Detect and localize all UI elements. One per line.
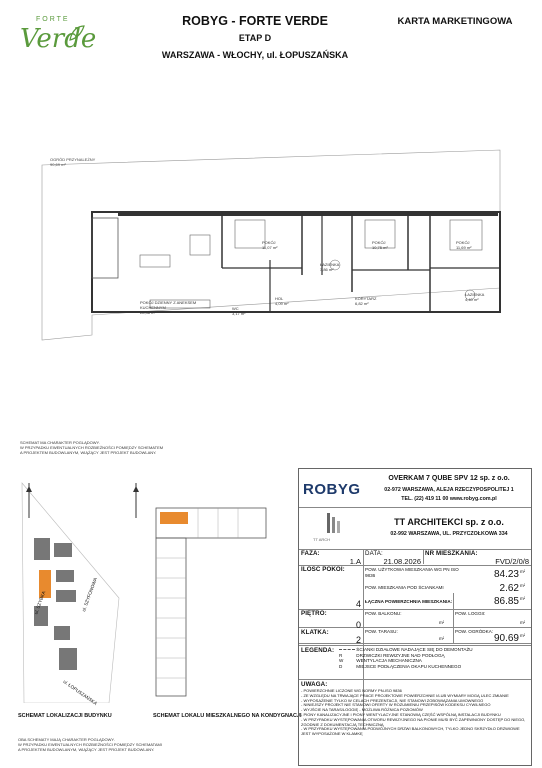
tt-arch-logo-icon bbox=[319, 511, 345, 537]
ogrod-unit: m² bbox=[520, 633, 526, 638]
room-label-hall: HOL 4,09 m² bbox=[275, 296, 289, 306]
card-label: KARTA MARKETINGOWA bbox=[397, 16, 513, 27]
legend-item: D MIEJSCE PODŁĄCZENIA OKAPU KUCHENNEGO bbox=[339, 663, 462, 669]
tt-arch-logo-text: TT ARCH bbox=[313, 537, 331, 542]
legend-item: ŚCIANKI DZIAŁOWE NADAJĄCE SIĘ DO DEMONTAŻU bbox=[339, 647, 529, 653]
balkon-unit: m² bbox=[439, 620, 445, 625]
laczna-unit: m² bbox=[520, 596, 526, 601]
floor-key-map bbox=[128, 478, 288, 703]
street-label-3: ul. ŁOPUSZAŃSKA bbox=[62, 678, 99, 707]
pokoi-label: ILOŚĆ POKOI: bbox=[301, 566, 345, 573]
skosy-value: 2.62 bbox=[499, 583, 519, 594]
ogrod-label: POW. OGRÓDKA: bbox=[455, 629, 494, 634]
room-label-bedroom2: POKÓJ 10,75 m² bbox=[372, 240, 388, 250]
caption-floor: SCHEMAT LOKALU MIESZKALNEGO NA KONDYGNACJI bbox=[153, 713, 302, 719]
floor-plan bbox=[0, 140, 542, 365]
info-panel bbox=[298, 468, 532, 766]
logo-top-text: FORTE bbox=[36, 16, 70, 23]
caption-location: SCHEMAT LOKALIZACJI BUDYNKU bbox=[18, 713, 112, 719]
street-label-2: ul. SZYFONOWA bbox=[81, 577, 98, 613]
location-map bbox=[14, 478, 126, 703]
room-label-bedroom1: POKÓJ 11,07 m² bbox=[262, 240, 278, 250]
taras-unit: m² bbox=[439, 636, 445, 641]
room-label-corridor: KORYTARZ 6,82 m² bbox=[355, 296, 377, 306]
logo-script-text: Verde bbox=[20, 24, 97, 54]
faza-label: FAZA: bbox=[301, 550, 320, 557]
laczna-value: 86.85 bbox=[493, 596, 519, 607]
leaf-icon bbox=[68, 24, 86, 42]
legend-item: R DRZWICZKI REWIZYJNE NAD PODŁOGĄ bbox=[339, 652, 445, 658]
taras-label: POW. TARASU: bbox=[365, 629, 398, 634]
pokoi-value: 4 bbox=[355, 599, 361, 609]
company-tel: TEL. (22) 419 11 00 www.robyg.com.pl bbox=[401, 496, 497, 502]
arch-address: 02-992 WARSZAWA, UL. PRZYCZÓŁKOWA 334 bbox=[390, 531, 508, 537]
notes-title: UWAGA: bbox=[301, 681, 328, 688]
bottom-note: OBA SCHEMATY MAJĄ CHARAKTER POGLĄDOWY. W PRZYPADKU EWENTUALNYCH ROZBIEŻNOŚCI POMIĘDZY SCHEMATAMI A PROJEKTEM BUDOWLANYM, WIĄŻĄCY JEST PROJEKT BUDOWLANY. bbox=[18, 737, 162, 752]
project-title: ROBYG - FORTE VERDE bbox=[182, 14, 328, 28]
uzytk-label: POW. UŻYTKOWA MIESZKANIA WG PN ISO 9836 bbox=[365, 567, 459, 578]
plan-note: SCHEMAT MA CHARAKTER POGLĄDOWY. W PRZYPADKU EWENTUALNYCH ROZBIEŻNOŚCI POMIĘDZY SCHEMATEM A PROJEKTEM BUDOWLANYM, WIĄŻĄCY JEST PROJEKT BUDOWLANY. bbox=[20, 440, 164, 455]
skosy-unit: m² bbox=[520, 583, 526, 588]
balkon-label: POW. BALKONU: bbox=[365, 611, 402, 616]
arch-name: TT ARCHITEKCI sp. z o.o. bbox=[394, 517, 504, 527]
pietro-value: 0 bbox=[355, 620, 361, 630]
room-label-bath1: ŁAZIENKA 3,86 m² bbox=[320, 262, 340, 272]
forte-verde-logo bbox=[16, 14, 97, 66]
stage-label: ETAP D bbox=[238, 33, 272, 43]
pietro-label: PIĘTRO: bbox=[301, 610, 327, 617]
legend-title: LEGENDA: bbox=[301, 647, 335, 654]
uzytk-unit: m² bbox=[520, 569, 526, 574]
company-name: OVERKAM 7 QUBE SPV 12 sp. z o.o. bbox=[388, 475, 510, 482]
klatka-label: KLATKA: bbox=[301, 629, 329, 636]
ogrod-value: 90.69 bbox=[493, 633, 519, 644]
data-value: 21.08.2026 bbox=[383, 557, 421, 566]
laczna-label: ŁĄCZNA POWIERZCHNIA MIESZKANIA: bbox=[365, 599, 453, 604]
notes-list: - POWIERZCHNIE LICZONE WG NORMY PN-ISO 9836 - ZE WZGLĘDU NA TRWAJĄCE PRACE PROJEKTOWE POWIERZCHNIE I/LUB WYMIARY MOGĄ ULEC ZMIANIE - WYPOSAŻENIE TYLKO W CELACH PREZENTACJI, NIE STANOWI ZOBOWIĄZANIA UMOWNEGO - NINIEJSZY PROJEKT NIE STANOWI OFERTY W ROZUMIENIU PRZEPISÓW KODEKSU CYWILNEGO - WYJŚCIE NA TARAS/LOGGIĘ - MOŻLIWA RÓŻNICA POZIOMÓW - PIONY KANALIZACYJNE I PIONY WENTYLACYJNE STANOWIĄ CZĘŚĆ WSPÓLNĄ INSTALACJI BUDYNKU - W PRZYPADKU WYSTĘPOWANIA OTWORU REWIZYJNEGO NA PIONIE MUSI BYĆ ZAPEWNIONY DOSTĘP DO NIEGO, ZGODNIE Z DOKUMENTACJĄ TECHNICZNĄ - W PRZYPADKU WYSTĘPOWANIA PODWÓJNYCH DRZWI BALKONOWYCH, TYLKO JEDNO SKRZYDŁO DRZWIOWE JEST WYPOSAŻONE W KLAMKĘ bbox=[301, 689, 526, 737]
room-label-bedroom3: POKÓJ 11,69 m² bbox=[456, 240, 472, 250]
street-label-1: ul. SZYBKA bbox=[33, 590, 47, 615]
loggia-unit: m² bbox=[520, 620, 526, 625]
data-label: DATA: bbox=[365, 550, 383, 557]
robyg-logo: ROBYG bbox=[303, 481, 361, 498]
nr-value: FVD/2/0/8 bbox=[495, 557, 529, 566]
faza-value: 1.A bbox=[349, 557, 361, 566]
nr-label: NR MIESZKANIA: bbox=[425, 550, 478, 557]
address-label: WARSZAWA - WŁOCHY, ul. ŁOPUSZAŃSKA bbox=[161, 50, 349, 60]
loggia-label: POW. LOGGII: bbox=[455, 611, 486, 616]
skosy-label: POW. MIESZKANIA POD ŚCIANKAMI bbox=[365, 585, 444, 590]
apartment-highlight bbox=[160, 512, 188, 524]
uzytk-value: 84.23 bbox=[493, 569, 519, 580]
room-label-wc: WC 3,17 m² bbox=[232, 306, 246, 316]
room-label-living: POKÓJ DZIENNY Z ANEKSEM KUCHENNYM 28,38 m² bbox=[140, 300, 197, 315]
apartment-walls bbox=[92, 212, 500, 312]
legend-item: W WENTYLACJA MECHANICZNA bbox=[339, 658, 422, 663]
garden-label: OGRÓD PRZYNALEŻNY 90,69 m² bbox=[50, 157, 96, 167]
room-label-bath2: ŁAZIENKA 4,40 m² bbox=[465, 292, 485, 302]
company-address: 02-972 WARSZAWA, ALEJA RZECZYPOSPOLITEJ 1 bbox=[384, 487, 514, 493]
legend-list bbox=[339, 647, 529, 669]
klatka-value: 2 bbox=[355, 635, 361, 645]
